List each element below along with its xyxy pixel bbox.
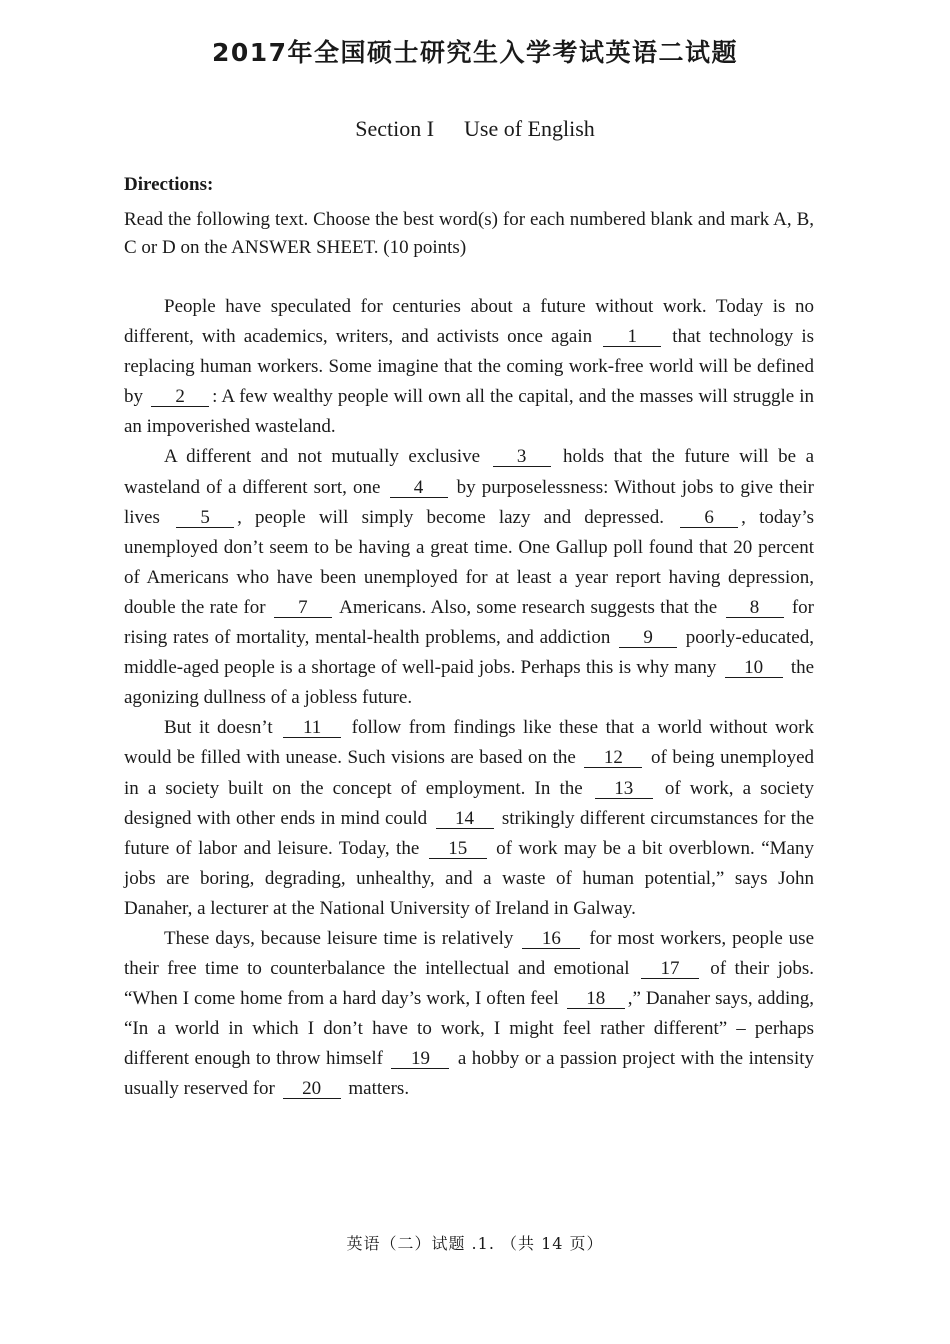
blank-14: 14 (436, 810, 494, 829)
passage-text: But it doesn’t (164, 717, 273, 739)
blank-15: 15 (429, 840, 487, 859)
directions-heading: Directions: (124, 174, 214, 195)
passage-text: by purposelessness: Without jobs to give their lives (124, 476, 814, 528)
passage-text: the agonizing dullness of a jobless future. (124, 657, 815, 709)
passage-text: of work, a society designed with other ends in mind could (124, 777, 814, 829)
passage-text: , today’s unemployed don’t seem to be having a great time. One Gallup poll found that 20 percent of Americans who have been unemployed for at least a year report having depression, double the rate for (124, 506, 815, 618)
passage-text: : A few wealthy people will own all the capital, and the masses will struggle in an impoverished wasteland. (124, 386, 815, 438)
page-footer: 英语（二）试题 .1. （共 14 页） (346, 1234, 604, 1253)
blank-6: 6 (680, 509, 738, 528)
blank-8: 8 (726, 599, 784, 618)
cloze-passage (124, 292, 814, 1105)
blank-2: 2 (151, 388, 209, 407)
passage-text: for rising rates of mortality, mental-health problems, and addiction (124, 596, 815, 649)
passage-text: strikingly different circumstances for the future of labor and leisure. Today, the (124, 807, 815, 859)
passage-text: ,” Danaher says, adding, “In a world in which I don’t have to work, I might feel rather different” – perhaps different enough to throw himself (124, 988, 815, 1070)
blank-12: 12 (584, 749, 642, 768)
passage-paragraph (124, 292, 814, 442)
blank-9: 9 (619, 629, 677, 648)
blank-10: 10 (725, 659, 783, 678)
passage-text: of their jobs. “When I come home from a hard day’s work, I often feel (124, 958, 815, 1010)
passage-text: of being unemployed in a society built on the concept of employment. In the (124, 747, 815, 799)
passage-paragraph (124, 713, 814, 924)
passage-text: that technology is replacing human workers. Some imagine that the coming work-free world will be defined by (124, 326, 815, 408)
passage-text: , people will simply become lazy and depressed. (237, 506, 664, 528)
blank-19: 19 (391, 1050, 449, 1069)
passage-text: poorly-educated, middle-aged people is a shortage of well-paid jobs. Perhaps this is why many (124, 627, 814, 679)
blank-7: 7 (274, 599, 332, 618)
passage-text: These days, because leisure time is relatively (164, 927, 514, 949)
passage-text: matters. (348, 1078, 410, 1100)
passage-text: of work may be a bit overblown. “Many jobs are boring, degrading, unhealthy, and a waste of human potential,” says John Danaher, a lecturer at the National University of Ireland in Galway. (124, 837, 814, 919)
passage-text: People have speculated for centuries about a future without work. Today is no different, with academics, writers, and activists once again (124, 296, 814, 348)
directions-text: Read the following text. Choose the best word(s) for each numbered blank and mark A, B, C or D on the ANSWER SHEET. (10 points) (124, 209, 814, 258)
blank-4: 4 (390, 479, 448, 498)
blank-5: 5 (176, 509, 234, 528)
blank-16: 16 (522, 930, 580, 949)
passage-text: follow from findings like these that a world without work would be filled with unease. Such visions are based on the (124, 717, 814, 769)
section-number: Section I (355, 116, 435, 141)
blank-11: 11 (283, 719, 341, 738)
passage-paragraph (124, 924, 814, 1105)
passage-text: a hobby or a passion project with the intensity usually reserved for (124, 1048, 815, 1100)
passage-text: A different and not mutually exclusive (164, 446, 481, 468)
passage-text: holds that the future will be a wasteland of a different sort, one (124, 446, 815, 498)
blank-20: 20 (283, 1080, 341, 1099)
blank-18: 18 (567, 990, 625, 1009)
section-name: Use of English (464, 116, 595, 141)
blank-3: 3 (493, 448, 551, 467)
passage-paragraph (124, 442, 814, 713)
blank-13: 13 (595, 780, 653, 799)
section-heading (0, 115, 950, 143)
passage-text: for most workers, people use their free time to counterbalance the intellectual and emotional (124, 927, 814, 980)
passage-text: Americans. Also, some research suggests that the (339, 596, 718, 618)
blank-17: 17 (641, 960, 699, 979)
page-title: 2017年全国硕士研究生入学考试英语二试题 (211, 38, 739, 67)
blank-1: 1 (603, 328, 661, 347)
